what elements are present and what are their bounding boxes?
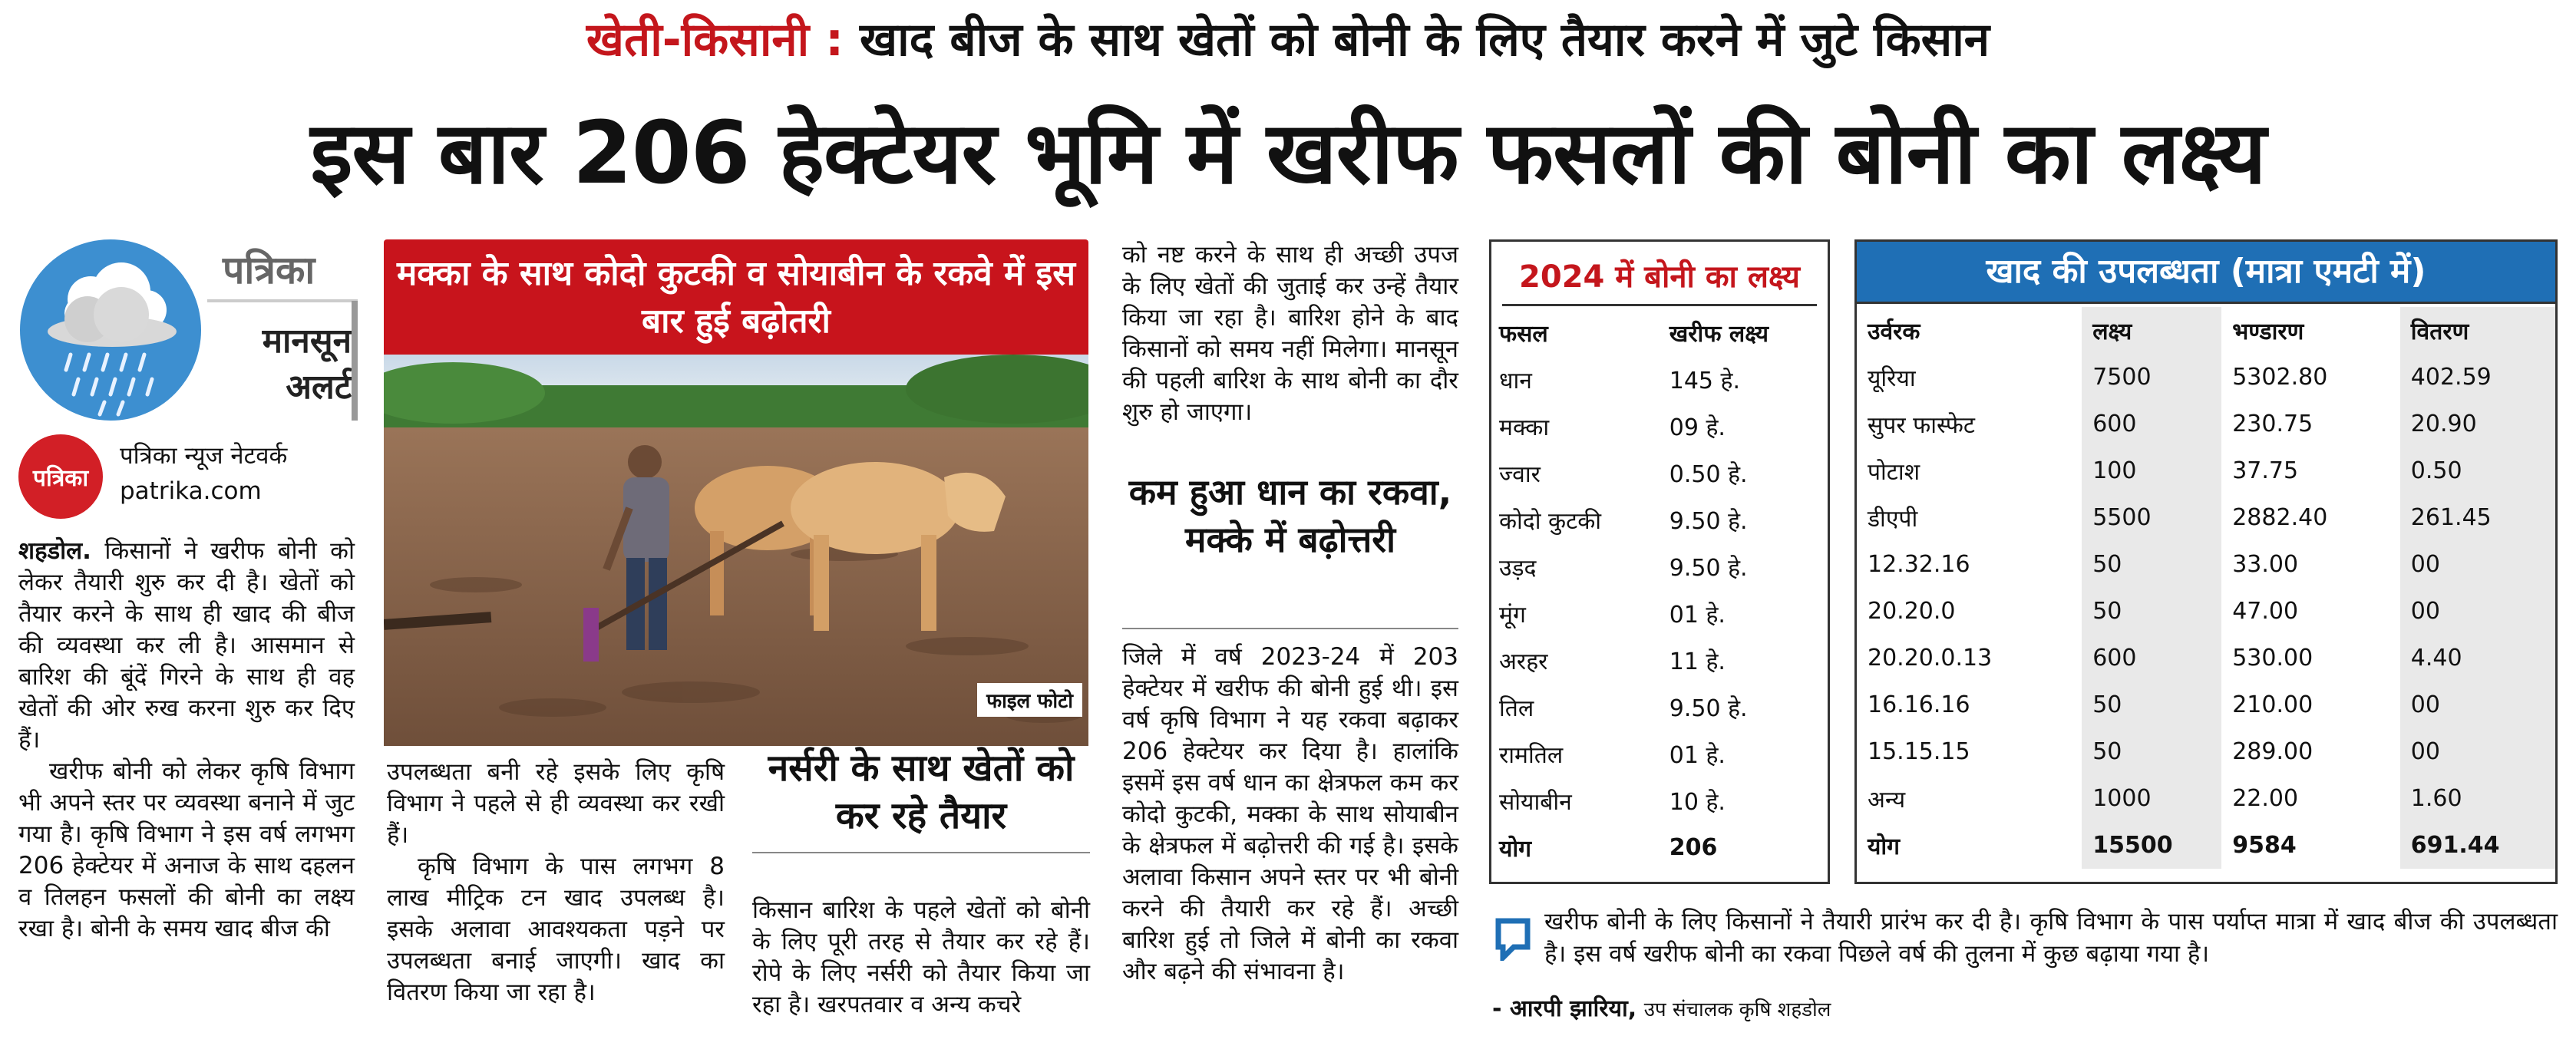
fertilizer-distribution: 0.50 (2410, 457, 2462, 484)
fertilizer-distribution: 261.45 (2410, 504, 2492, 531)
target-table-total (1491, 824, 1828, 871)
fertilizer-stock: 33.00 (2232, 551, 2299, 578)
fertilizer-name: पोटाश (1868, 459, 1920, 486)
fertilizer-table-rule (1857, 302, 2555, 304)
total-distribution: 691.44 (2410, 832, 2500, 859)
headline: इस बार 206 हेक्टेयर भूमि में खरीफ फसलों की बोनी का लक्ष्य (310, 104, 2266, 203)
total-value: 206 (1669, 834, 1718, 861)
fertilizer-stock: 210.00 (2232, 691, 2313, 718)
fertilizer-distribution: 00 (2410, 738, 2440, 765)
total-label: योग (1499, 836, 1532, 863)
crop-target: 145 हे. (1669, 368, 1740, 394)
fertilizer-target: 100 (2092, 457, 2137, 484)
table-row (1857, 494, 2555, 541)
target-table-box (1489, 239, 1830, 884)
fertilizer-target: 1000 (2092, 785, 2152, 812)
crop-target: 9.50 हे. (1669, 555, 1748, 582)
table-row (1857, 588, 2555, 635)
target-table-title: 2024 में बोनी का लक्ष्य (1519, 259, 1800, 295)
badge-line1: मानसून (262, 322, 352, 361)
photo-caption: फाइल फोटो (977, 683, 1082, 717)
nursery-subhead: नर्सरी के साथ खेतों को कर रहे तैयार (768, 747, 1075, 837)
article-column-2 (387, 757, 725, 1008)
badge-divider (207, 299, 358, 302)
crop-name: कोदो कुटकी (1499, 508, 1602, 535)
target-table (1491, 309, 1828, 871)
table-row (1491, 590, 1828, 637)
fertilizer-name: 15.15.15 (1868, 738, 1970, 765)
header-target: खरीफ लक्ष्य (1669, 321, 1769, 348)
fertilizer-stock: 37.75 (2232, 457, 2299, 484)
kicker-line (0, 6, 2576, 69)
col2-paragraph-2: कृषि विभाग के पास लगभग 8 लाख मीट्रिक टन खाद उपलब्ध है। इसके अलावा आवश्यकता पड़ने पर उपलब्धता बनाई जाएगी। खाद का वितरण किया जा रहा है। (387, 853, 725, 1006)
fertilizer-target: 50 (2092, 691, 2122, 718)
col3-paragraph: किसान बारिश के पहले खेतों को बोनी के लिए पूरी तरह से तैयार कर रहे हैं। रोपे के लिए नर्सरी को तैयार किया जा रहा है। खरपतवार व अन्य कचरे (752, 896, 1090, 1018)
crop-name: ज्वार (1499, 461, 1541, 488)
fertilizer-stock: 2882.40 (2232, 504, 2328, 531)
crop-target: 9.50 हे. (1669, 695, 1748, 722)
table-row (1857, 635, 2555, 681)
dateline: शहडोल. (18, 537, 91, 565)
fertilizer-stock: 5302.80 (2232, 364, 2328, 391)
table-row (1491, 637, 1828, 684)
crop-target: 01 हे. (1669, 602, 1726, 629)
crop-target: 11 हे. (1669, 648, 1726, 675)
target-table-rule (1502, 304, 1817, 306)
crop-name: मूंग (1499, 602, 1526, 629)
fertilizer-stock: 22.00 (2232, 785, 2299, 812)
table-row (1491, 356, 1828, 403)
table-row (1491, 731, 1828, 777)
fertilizer-target: 50 (2092, 738, 2122, 765)
crop-name: उड़द (1499, 555, 1537, 582)
table-row (1857, 354, 2555, 401)
subhead-rule-2 (1122, 628, 1458, 629)
badge-line2: अलर्ट (286, 368, 352, 407)
fertilizer-target: 50 (2092, 551, 2122, 578)
col2-paragraph-1: उपलब्धता बनी रहे इसके लिए कृषि विभाग ने पहले से ही व्यवस्था कर रखी हैं। (387, 758, 725, 849)
header-stock: भण्डारण (2232, 318, 2304, 345)
fertilizer-name: 16.16.16 (1868, 691, 1970, 718)
col4-paragraph-2: जिले में वर्ष 2023-24 में 203 हेक्टेयर में खरीफ की बोनी हुई थी। इस वर्ष कृषि विभाग ने यह रकवा बढ़ाकर 206 हेक्टेयर कर दिया है। हालांकि इसमें इस वर्ष धान का क्षेत्रफल कम कर कोदो कुटकी, मक्का के साथ सोयाबीन के क्षेत्रफल में बढ़ोत्तरी की गई है। इसके अलावा किसान अपने स्तर पर भी बोनी करने की तैयारी कर रहे हैं। अच्छी बारिश हुई तो जिले में बोनी का रकवा और बढ़ने की संभावना है। (1122, 643, 1458, 985)
table-row (1491, 777, 1828, 824)
fertilizer-distribution: 402.59 (2410, 364, 2492, 391)
badge-edge (352, 301, 358, 421)
total-target: 15500 (2092, 832, 2173, 859)
paddy-subhead: कम हुआ धान का रकवा, मक्के में बढ़ोत्तरी (1128, 471, 1452, 560)
subhead-rule (752, 852, 1090, 853)
fertilizer-name: 20.20.0.13 (1868, 645, 1993, 671)
table-row (1857, 681, 2555, 728)
fertilizer-distribution: 00 (2410, 598, 2440, 625)
fertilizer-table-header (1857, 307, 2555, 354)
crop-target: 01 हे. (1669, 742, 1726, 769)
fertilizer-table-box (1854, 239, 2558, 884)
header-fertilizer: उर्वरक (1868, 318, 1920, 345)
col1-paragraph-2: खरीफ बोनी को लेकर कृषि विभाग भी अपने स्तर पर व्यवस्था बनाने में जुट गया है। कृषि विभाग ने इस वर्ष लगभग 206 हेक्टेयर में अनाज के साथ दहलन व तिलहन फसलों की बोनी का लक्ष्य रखा है। बोनी के समय खाद बीज की (18, 757, 355, 942)
quote-icon (1495, 918, 1531, 961)
quote-designation: उप संचालक कृषि शहडोल (1643, 998, 1831, 1021)
badge-brand: पत्रिका (223, 248, 315, 292)
table-row (1491, 543, 1828, 590)
fertilizer-name: यूरिया (1868, 365, 1916, 392)
table-row (1491, 403, 1828, 450)
fertilizer-stock: 47.00 (2232, 598, 2299, 625)
fertilizer-distribution: 00 (2410, 551, 2440, 578)
fertilizer-target: 50 (2092, 598, 2122, 625)
table-row (1857, 775, 2555, 822)
feature-photo (384, 355, 1088, 746)
crop-name: तिल (1499, 695, 1534, 722)
crop-name: रामतिल (1499, 742, 1564, 769)
fertilizer-stock: 530.00 (2232, 645, 2313, 671)
fertilizer-distribution: 00 (2410, 691, 2440, 718)
table-row (1857, 728, 2555, 775)
fertilizer-target: 600 (2092, 411, 2137, 437)
fertilizer-target: 7500 (2092, 364, 2152, 391)
total-label: योग (1868, 833, 1901, 860)
quote-attribution (1492, 992, 1831, 1023)
weather-icon (20, 239, 201, 421)
crop-target: 9.50 हे. (1669, 508, 1748, 535)
fertilizer-name: 12.32.16 (1868, 551, 1970, 578)
fertilizer-table-title: खाद की उपलब्धता (मात्रा एमटी में) (1857, 242, 2555, 302)
fertilizer-name: डीएपी (1868, 506, 1918, 533)
fertilizer-table-total (1857, 822, 2555, 869)
crop-target: 0.50 हे. (1669, 461, 1748, 488)
kicker-text: खाद बीज के साथ खेतों को बोनी के लिए तैयार करने में जुटे किसान (859, 13, 1990, 67)
patrika-logo: पत्रिका (18, 434, 103, 519)
kicker-label: खेती-किसानी : (586, 13, 844, 67)
crop-name: सोयाबीन (1499, 789, 1572, 816)
table-row (1491, 684, 1828, 731)
byline-network: पत्रिका न्यूज नेटवर्क (120, 442, 288, 470)
col4-paragraph-1: को नष्ट करने के साथ ही अच्छी उपज के लिए खेतों की जुताई कर उन्हें तैयार किया जा रहा है। बारिश होने के बाद किसानों को समय नहीं मिलेगा। मानसून की पहली बारिश के साथ बोनी का दौर शुरु हो जाएगा। (1122, 241, 1458, 426)
table-row (1857, 401, 2555, 447)
fertilizer-target: 5500 (2092, 504, 2152, 531)
fertilizer-table (1857, 307, 2555, 869)
byline-site: patrika.com (120, 477, 262, 505)
feature-title: मक्का के साथ कोदो कुटकी व सोयाबीन के रकवे में इस बार हुई बढ़ोतरी (384, 239, 1088, 355)
table-row (1857, 447, 2555, 494)
fertilizer-stock: 289.00 (2232, 738, 2313, 765)
crop-name: अरहर (1499, 648, 1548, 675)
monsoon-alert-badge (207, 239, 358, 421)
header-distribution: वितरण (2410, 318, 2469, 345)
total-stock: 9584 (2232, 832, 2297, 859)
header-target: लक्ष्य (2092, 318, 2132, 345)
table-row (1491, 450, 1828, 497)
quote-author: - आरपी झारिया, (1492, 995, 1637, 1022)
crop-name: मक्का (1499, 414, 1550, 441)
crop-target: 10 हे. (1669, 789, 1726, 816)
target-table-header (1491, 309, 1828, 356)
fertilizer-stock: 230.75 (2232, 411, 2313, 437)
crop-target: 09 हे. (1669, 414, 1726, 441)
article-column-1 (18, 536, 355, 945)
fertilizer-name: अन्य (1868, 787, 1906, 813)
quote-text: खरीफ बोनी के लिए किसानों ने तैयारी प्रारंभ कर दी है। कृषि विभाग के पास पर्याप्त मात्रा में खाद बीज की उपलब्धता है। इस वर्ष खरीफ बोनी का रकवा पिछले वर्ष की तुलना में कुछ बढ़ाया गया है। (1544, 908, 2558, 968)
fertilizer-name: 20.20.0 (1868, 598, 1956, 625)
fertilizer-distribution: 1.60 (2410, 785, 2462, 812)
table-row (1491, 497, 1828, 543)
col1-paragraph-1: किसानों ने खरीफ बोनी को लेकर तैयारी शुरु कर दी है। खेतों को तैयार करने के साथ ही खाद की बीज की व्यवस्था कर ली है। आसमान से बारिश की बूंदें गिरने के साथ ही वह खेतों की ओर रुख करना शुरु कर दिए हैं। (18, 537, 355, 754)
fertilizer-target: 600 (2092, 645, 2137, 671)
header-crop: फसल (1499, 321, 1548, 348)
fertilizer-distribution: 20.90 (2410, 411, 2477, 437)
fertilizer-distribution: 4.40 (2410, 645, 2462, 671)
fertilizer-name: सुपर फास्फेट (1868, 412, 1975, 439)
table-row (1857, 541, 2555, 588)
crop-name: धान (1499, 368, 1532, 394)
